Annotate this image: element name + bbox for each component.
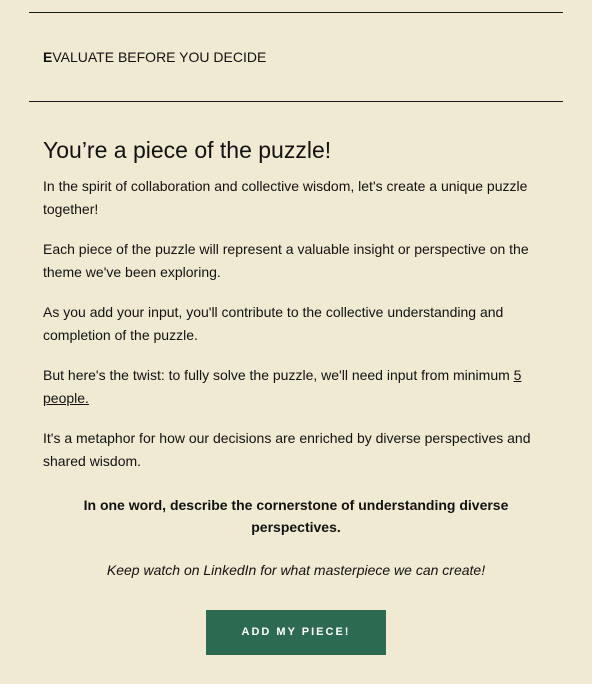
add-my-piece-button[interactable]: ADD MY PIECE! [206, 610, 386, 655]
twist-paragraph [43, 364, 549, 409]
page-title: You’re a piece of the puzzle! [43, 137, 332, 163]
linkedin-note: Keep watch on LinkedIn for what masterpiece we can create! [106, 562, 486, 578]
cta-container [0, 610, 592, 655]
minimum-people-highlight: 5 people. [43, 367, 522, 406]
metaphor-paragraph: It's a metaphor for how our decisions are enriched by diverse perspectives and shared wisdom. [43, 430, 531, 469]
main-content [43, 136, 549, 581]
section-header-text: VALUATE BEFORE YOU DECIDE [52, 49, 267, 65]
question-prompt: In one word, describe the cornerstone of understanding diverse perspectives. [83, 497, 509, 535]
piece-paragraph: Each piece of the puzzle will represent a valuable insight or perspective on the theme we've been exploring. [43, 241, 529, 280]
bottom-divider [29, 101, 563, 102]
section-header-initial: E [43, 49, 53, 65]
intro-paragraph: In the spirit of collaboration and collective wisdom, let's create a unique puzzle together! [43, 178, 528, 217]
twist-text: But here's the twist: to fully solve the puzzle, we'll need input from minimum [43, 367, 514, 383]
contribution-paragraph: As you add your input, you'll contribute to the collective understanding and completion of the puzzle. [43, 304, 504, 343]
top-divider [29, 12, 563, 13]
section-header [43, 48, 266, 66]
